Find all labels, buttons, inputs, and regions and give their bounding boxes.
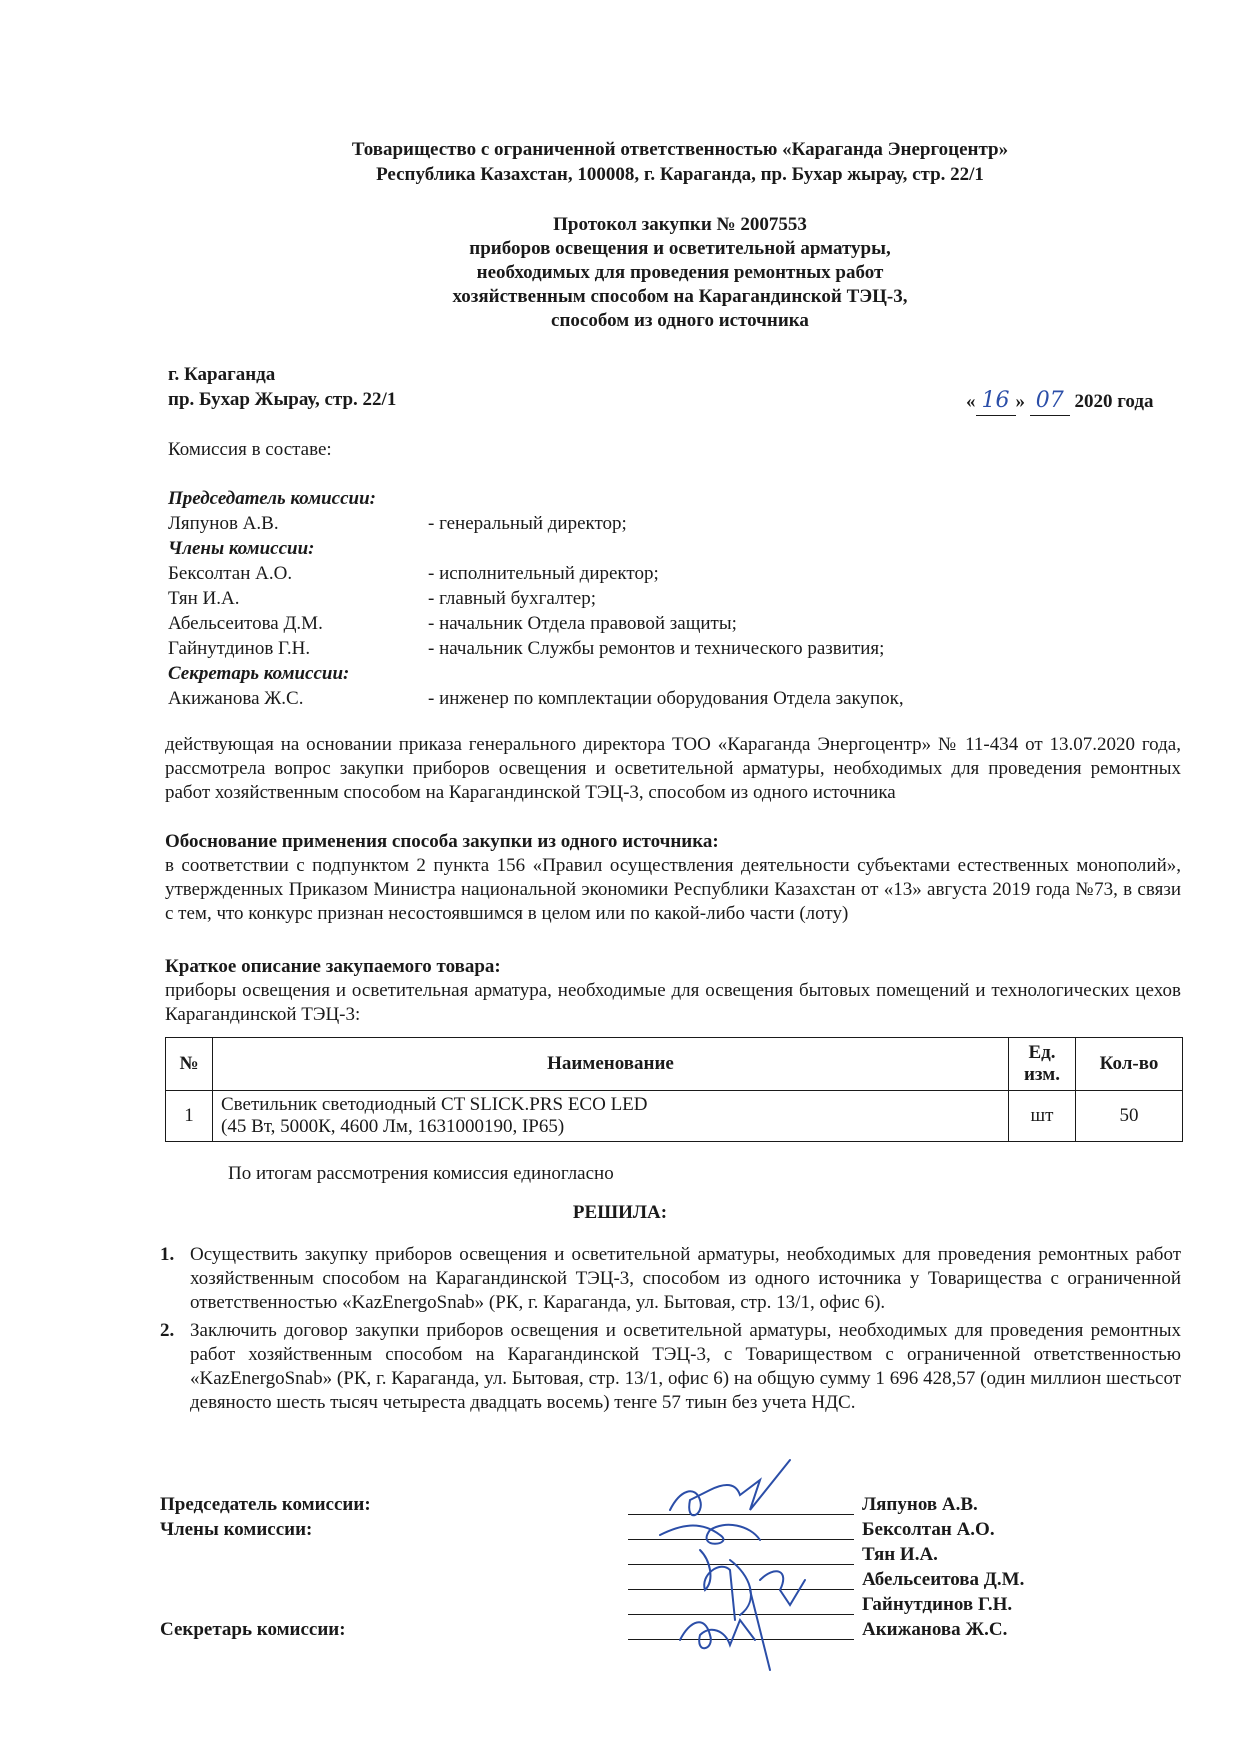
sig-name: Ляпунов А.В. [862, 1494, 978, 1515]
place-city: г. Караганда [168, 364, 276, 385]
cell-name-line-1: Светильник светодиодный CT SLICK.PRS ECO LED [221, 1094, 648, 1115]
signature-stroke [730, 1560, 805, 1615]
member-row [168, 611, 904, 636]
table-header-row [166, 1038, 1183, 1091]
cell-unit: шт [1009, 1091, 1076, 1142]
description-heading: Краткое описание закупаемого товара: [165, 956, 501, 977]
cell-name [213, 1091, 1009, 1142]
decision-intro: По итогам рассмотрения комиссия единогласно [228, 1163, 614, 1184]
protocol-date [966, 386, 1153, 416]
member-row [168, 561, 904, 586]
signature-names [862, 1492, 1024, 1642]
members-label: Члены комиссии: [168, 538, 315, 559]
member-role: - главный бухгалтер; [428, 588, 596, 609]
col-name: Наименование [213, 1038, 1009, 1091]
date-day: 16 [976, 386, 1016, 416]
justification-block [165, 830, 1181, 926]
justification-text: в соответствии с подпунктом 2 пункта 156 «Правил осуществления деятельности субъектами естественных монополий», утвержденных Приказом Министра национальной экономики Республики Казахстан от «13» августа 2019 года №73, в связи с тем, что конкурс признан несостоявшимся в целом или по какой-либо части (лоту) [165, 855, 1181, 924]
signature-stroke [660, 1525, 760, 1544]
cell-qty: 50 [1076, 1091, 1183, 1142]
member-row [168, 586, 904, 611]
chair-label: Председатель комиссии: [168, 488, 376, 509]
secretary-label: Секретарь комиссии: [168, 663, 350, 684]
sig-name: Гайнутдинов Г.Н. [862, 1594, 1013, 1615]
org-address: Республика Казахстан, 100008, г. Караганда, пр. Бухар жырау, стр. 22/1 [376, 164, 984, 185]
sig-name: Бексолтан А.О. [862, 1519, 995, 1540]
handwritten-signatures [640, 1440, 880, 1680]
title-line-2: приборов освещения и осветительной арматуры, [469, 238, 891, 259]
title-line-1: Протокол закупки № 2007553 [553, 214, 807, 235]
title-line-5: способом из одного источника [551, 310, 809, 331]
member-name: Абельсеитова Д.М. [168, 613, 323, 634]
title-line-3: необходимых для проведения ремонтных работ [476, 262, 884, 283]
list-item-number: 1. [160, 1244, 175, 1265]
sig-name: Акижанова Ж.С. [862, 1619, 1008, 1640]
member-name: Гайнутдинов Г.Н. [168, 638, 311, 659]
place-block [168, 362, 396, 412]
sig-secretary-label: Секретарь комиссии: [160, 1619, 346, 1640]
member-role: - начальник Службы ремонтов и технического развития; [428, 638, 885, 659]
table-row [166, 1091, 1183, 1142]
resolved-heading: РЕШИЛА: [572, 1202, 668, 1223]
organization-header [200, 137, 1160, 187]
description-block [165, 955, 1181, 1027]
chair-role: - генеральный директор; [428, 513, 627, 534]
sig-name: Абельсеитова Д.М. [862, 1569, 1025, 1590]
signature-stroke [750, 1590, 770, 1670]
decision-list [160, 1243, 1181, 1419]
signature-stroke [670, 1460, 790, 1515]
list-item-number: 2. [160, 1320, 175, 1341]
place-address: пр. Бухар Жырау, стр. 22/1 [168, 389, 397, 410]
signature-stroke [680, 1620, 755, 1648]
commission-intro: Комиссия в составе: [168, 439, 332, 460]
org-name: Товарищество с ограниченной ответственностью «Караганда Энергоцентр» [351, 139, 1009, 160]
member-role: - исполнительный директор; [428, 563, 659, 584]
member-role: - начальник Отдела правовой защиты; [428, 613, 737, 634]
commission-members [168, 486, 904, 711]
cell-name-line-2: (45 Вт, 5000К, 4600 Лм, 1631000190, IP65) [221, 1116, 565, 1137]
description-text: приборы освещения и осветительная арматура, необходимые для освещения бытовых помещений и технологических цехов Карагандинской ТЭЦ-3: [165, 980, 1181, 1025]
date-open-quote: « [966, 391, 976, 412]
member-name: Тян И.А. [168, 588, 240, 609]
col-num: № [166, 1038, 213, 1091]
date-year: 2020 года [1074, 391, 1154, 412]
acting-paragraph: действующая на основании приказа генерального директора ТОО «Караганда Энергоцентр» № 11-434 от 13.07.2020 года, рассмотрела вопрос закупки приборов освещения и осветительной арматуры, необходимых для проведения ремонтных работ хозяйственным способом на Карагандинской ТЭЦ-3, способом из одного источника [165, 734, 1181, 803]
col-qty: Кол-во [1076, 1038, 1183, 1091]
secretary-name: Акижанова Ж.С. [168, 688, 304, 709]
protocol-title [300, 213, 1060, 333]
secretary-row [168, 686, 904, 711]
sig-name: Тян И.А. [862, 1544, 938, 1565]
sig-members-label: Члены комиссии: [160, 1519, 313, 1540]
goods-table [165, 1037, 1183, 1142]
justification-heading: Обоснование применения способа закупки из одного источника: [165, 831, 719, 852]
sig-chair-label: Председатель комиссии: [160, 1494, 371, 1515]
chair-row [168, 511, 904, 536]
member-name: Бексолтан А.О. [168, 563, 293, 584]
title-line-4: хозяйственным способом на Карагандинской ТЭЦ-3, [452, 286, 908, 307]
list-item [160, 1243, 1181, 1315]
date-mid-quote: » [1015, 391, 1025, 412]
member-row [168, 636, 904, 661]
list-item-text: Заключить договор закупки приборов освещения и осветительной арматуры, необходимых для проведения ремонтных работ хозяйственным способом на Карагандинской ТЭЦ-3, с Товариществом с ограниченной ответственностью «KazEnergoSnab» (РК, г. Караганда, ул. Бытовая, стр. 13/1, офис 6) на общую сумму 1 696 428,57 (один миллион шестьсот девяносто шесть тысяч четыреста двадцать восемь) тенге 57 тиын без учета НДС. [190, 1320, 1181, 1413]
date-month: 07 [1030, 386, 1070, 416]
chair-name: Ляпунов А.В. [168, 513, 279, 534]
list-item-text: Осуществить закупку приборов освещения и осветительной арматуры, необходимых для проведения ремонтных работ хозяйственным способом на Карагандинской ТЭЦ-3, способом из одного источника у Товарищества с ограниченной ответственностью «KazEnergoSnab» (РК, г. Караганда, ул. Бытовая, стр. 13/1, офис 6). [190, 1244, 1181, 1313]
list-item [160, 1319, 1181, 1415]
secretary-role: - инженер по комплектации оборудования Отдела закупок, [428, 688, 904, 709]
cell-num: 1 [166, 1091, 213, 1142]
col-unit: Ед. изм. [1009, 1038, 1076, 1091]
